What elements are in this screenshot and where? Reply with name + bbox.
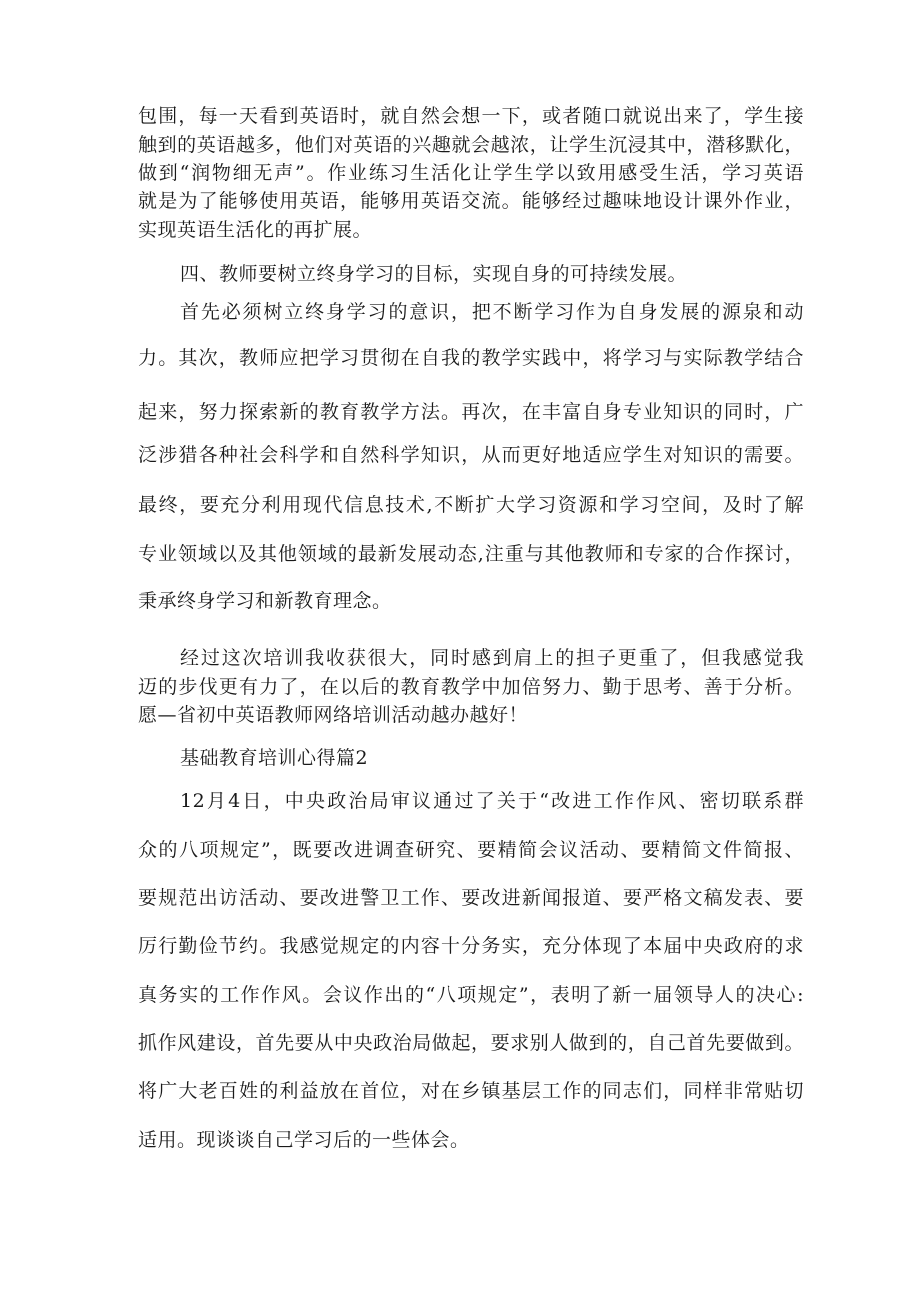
text-line: 就是为了能够使用英语，能够用英语交流。能够经过趣味地设计课外作业， (138, 190, 804, 212)
text-line: 众的八项规定”，既要改进调查研究、要精简会议活动、要精简文件简报、 (138, 839, 804, 861)
text-line: 专业领域以及其他领域的最新发展动态,注重与其他教师和专家的合作探讨， (138, 543, 804, 565)
text-line: 抓作风建设，首先要从中央政治局做起，要求别人做到的，自己首先要做到。 (138, 1032, 804, 1054)
text-line: 泛涉猎各种社会科学和自然科学知识，从而更好地适应学生对知识的需要。 (138, 444, 804, 466)
text-line: 起来，努力探索新的教育教学方法。再次，在丰富自身专业知识的同时，广 (138, 401, 804, 423)
text-line: 实现英语生活化的再扩展。 (138, 219, 373, 241)
text-line: 真务实的工作作风。会议作出的“八项规定”，表明了新一届领导人的决心: (138, 984, 804, 1006)
section-title: 基础教育培训心得篇2 (180, 747, 369, 769)
text-line: 首先必须树立终身学习的意识，把不断学习作为自身发展的源泉和动 (180, 301, 804, 323)
text-line: 迈的步伐更有力了，在以后的教育教学中加倍努力、勤于思考、善于分析。 (138, 676, 804, 698)
text-line: 最终，要充分利用现代信息技术,不断扩大学习资源和学习空间，及时了解 (138, 494, 804, 516)
section-heading-four: 四、教师要树立终身学习的目标，实现自身的可持续发展。 (180, 263, 688, 285)
text-line: 力。其次，教师应把学习贯彻在自我的教学实践中，将学习与实际教学结合 (138, 347, 804, 369)
text-line: 经过这次培训我收获很大，同时感到肩上的担子更重了，但我感觉我 (180, 647, 804, 669)
text-line: 厉行勤俭节约。我感觉规定的内容十分务实，充分体现了本届中央政府的求 (138, 935, 804, 957)
text-line: 12月4日，中央政治局审议通过了关于“改进工作作风、密切联系群 (180, 790, 804, 812)
text-line: 做到“润物细无声”。作业练习生活化让学生学以致用感受生活，学习英语 (138, 162, 804, 184)
text-line: 愿—省初中英语教师网络培训活动越办越好！ (138, 704, 529, 726)
text-line: 要规范出访活动、要改进警卫工作、要改进新闻报道、要严格文稿发表、要 (138, 887, 804, 909)
text-line: 将广大老百姓的利益放在首位，对在乡镇基层工作的同志们，同样非常贴切 (138, 1080, 804, 1102)
text-line: 包围，每一天看到英语时，就自然会想一下，或者随口就说出来了，学生接 (138, 105, 804, 127)
text-line: 适用。现谈谈自己学习后的一些体会。 (138, 1129, 470, 1151)
text-line: 秉承终身学习和新教育理念。 (138, 590, 392, 612)
text-line: 触到的英语越多，他们对英语的兴趣就会越浓，让学生沉浸其中，潜移默化， (138, 134, 804, 156)
